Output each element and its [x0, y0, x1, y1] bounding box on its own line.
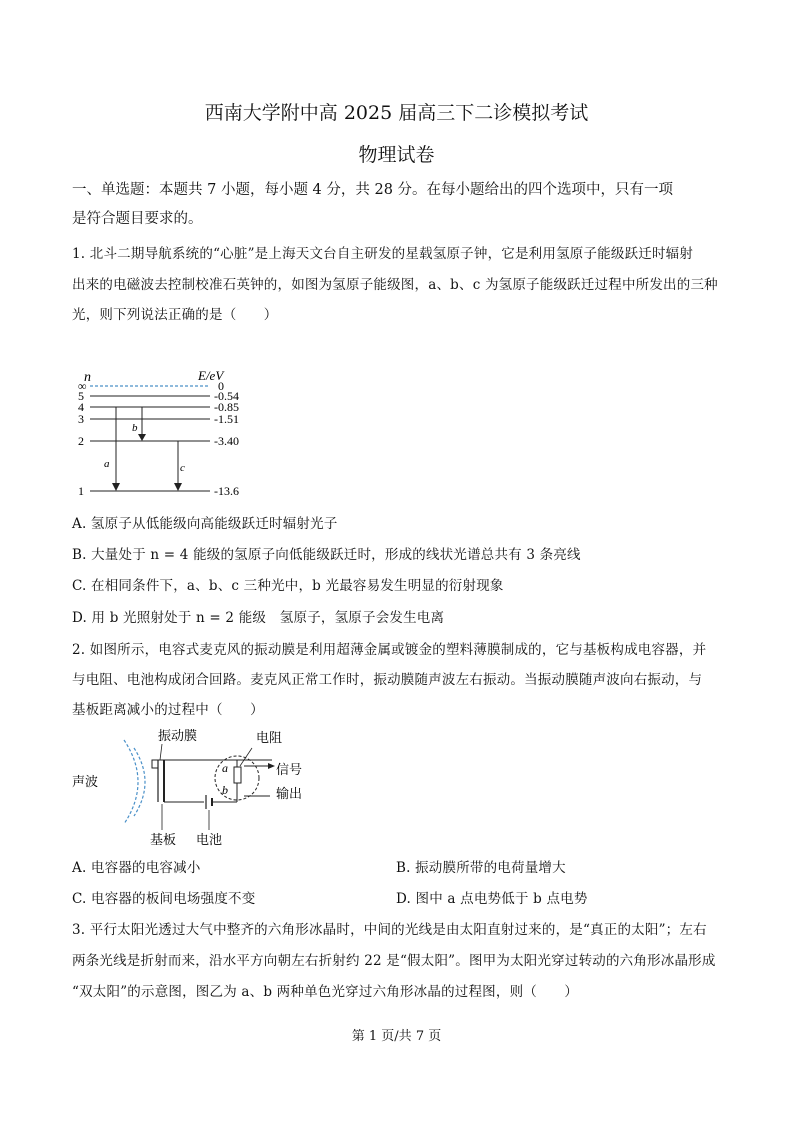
battery-label: 电池 — [196, 832, 223, 847]
q1-option-c: C. 在相同条件下，a、b、c 三种光中，b 光最容易发生明显的衍射现象 — [72, 578, 504, 594]
level-5-e: -0.54 — [214, 389, 239, 403]
level-infinity-n: ∞ — [78, 379, 87, 393]
level-1-e: -13.6 — [214, 484, 239, 498]
q3-stem-line1: 3. 平行太阳光透过大气中整齐的六角形冰晶时，中间的光线是由太阳直射过来的，是“真正的太阳”；左右 — [72, 922, 707, 938]
point-b-label: b — [222, 783, 228, 797]
q2-option-c: C. 电容器的板间电场强度不变 — [72, 891, 256, 907]
level-3-e: -1.51 — [214, 412, 239, 426]
section-heading-line1: 一、单选题：本题共 7 小题，每小题 4 分，共 28 分。在每小题给出的四个选项中，只有一项 — [72, 182, 674, 198]
n-axis-label: n — [84, 370, 91, 385]
membrane-label: 振动膜 — [158, 728, 198, 743]
energy-axis-label: E/eV — [198, 368, 224, 383]
level-4-e: -0.85 — [214, 400, 239, 414]
q2-option-d: D. 图中 a 点电势低于 b 点电势 — [396, 891, 588, 907]
sound-wave-arc-2 — [134, 748, 145, 816]
q1-option-d: D. 用 b 光照射处于 n = 2 能级 氢原子，氢原子会发生电离 — [72, 610, 445, 626]
point-a-label: a — [222, 761, 228, 775]
output-label: 输出 — [276, 786, 303, 801]
transition-c-label: c — [180, 462, 185, 474]
exam-title: 西南大学附中高 2025 届高三下二诊模拟考试 — [204, 102, 589, 124]
q2-stem-line1: 2. 如图所示，电容式麦克风的振动膜是利用超薄金属或镀金的塑料薄膜制成的，它与基板构成电容器，并 — [72, 642, 707, 658]
q2-option-a: A. 电容器的电容减小 — [72, 860, 201, 876]
resistor-label: 电阻 — [256, 730, 283, 745]
signal-label: 信号 — [276, 762, 303, 777]
q1-stem-line2: 出来的电磁波去控制校准石英钟的，如图为氢原子能级图，a、b、c 为氢原子能级跃迁过程中所发出的三种 — [72, 277, 718, 293]
energy-level-diagram — [70, 365, 270, 500]
membrane-clamp — [152, 760, 158, 768]
exam-subtitle: 物理试卷 — [358, 144, 435, 166]
plate-label: 基板 — [150, 832, 177, 847]
level-2-n: 2 — [78, 434, 84, 448]
sound-wave-arc-1 — [124, 740, 138, 824]
sound-label: 声波 — [72, 774, 99, 789]
q1-option-a: A. 氢原子从低能级向高能级跃迁时辐射光子 — [72, 516, 338, 532]
page-number: 第 1 页/共 7 页 — [351, 1029, 442, 1044]
level-5-n: 5 — [78, 389, 84, 403]
section-heading-line2: 是符合题目要求的。 — [72, 211, 203, 227]
q2-stem-line2: 与电阻、电池构成闭合回路。麦克风正常工作时，振动膜随声波左右振动。当振动膜随声波向右振动，与 — [72, 672, 703, 688]
q2-stem-line3: 基板距离减小的过程中（ ） — [72, 702, 264, 718]
resistor-symbol — [234, 767, 241, 783]
level-4-n: 4 — [78, 400, 84, 414]
level-1-n: 1 — [78, 484, 84, 498]
microphone-circuit-diagram — [72, 722, 322, 852]
q1-option-b: B. 大量处于 n = 4 能级的氢原子向低能级跃迁时，形成的线状光谱总共有 3 条亮线 — [72, 547, 581, 563]
q3-stem-line3: “双太阳”的示意图，图乙为 a、b 两种单色光穿过六角形冰晶的过程图，则（ ） — [72, 984, 579, 1000]
level-2-e: -3.40 — [214, 434, 239, 448]
q1-stem-line1: 1. 北斗二期导航系统的“心脏”是上海天文台自主研发的星载氢原子钟，它是利用氢原子能级跃迁时辐射 — [72, 246, 694, 262]
q2-option-b: B. 振动膜所带的电荷量增大 — [396, 860, 566, 876]
q3-stem-line2: 两条光线是折射而来，沿水平方向朝左右折射约 22 是“假太阳”。图甲为太阳光穿过转动的六角形冰晶形成 — [72, 953, 716, 969]
transition-a-label: a — [104, 458, 110, 470]
transition-b-label: b — [132, 422, 138, 434]
q1-stem-line3: 光，则下列说法正确的是（ ） — [72, 307, 278, 323]
level-infinity-e: 0 — [218, 379, 224, 393]
level-3-n: 3 — [78, 412, 84, 426]
